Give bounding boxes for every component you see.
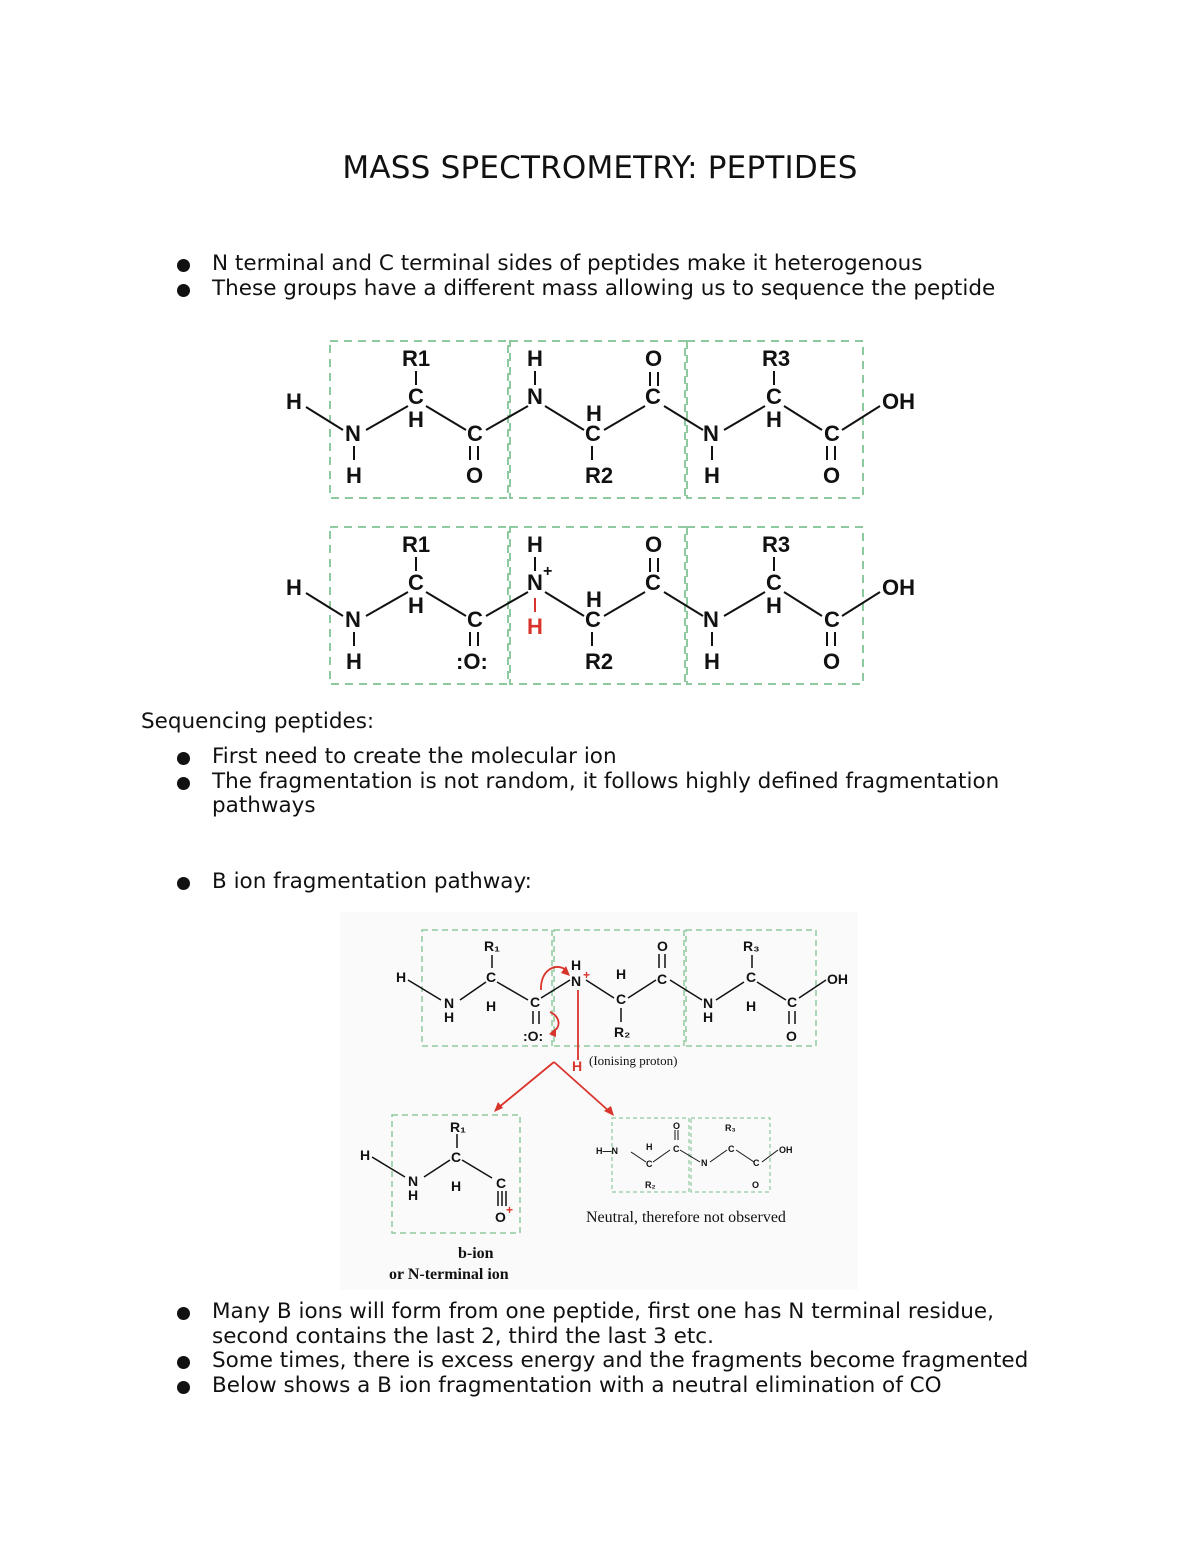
sequencing-bullet-list — [175, 745, 1075, 819]
atom-c: C — [467, 421, 483, 446]
page-title: MASS SPECTROMETRY: PEPTIDES — [342, 150, 858, 186]
list-item: First need to create the molecular ion — [175, 745, 1075, 770]
atom-h: H — [586, 401, 602, 426]
atom-h: H — [704, 463, 720, 488]
atom-h: H — [766, 407, 782, 432]
atom-c: C — [824, 607, 840, 632]
b-ion-bullet-list — [175, 870, 1075, 895]
list-item: B ion fragmentation pathway: — [175, 870, 1075, 895]
oh-label: OH — [882, 575, 915, 600]
atom-c: C — [486, 969, 497, 985]
atom-c: C — [753, 1158, 760, 1168]
atom-n: N — [571, 973, 582, 989]
list-item: Many B ions will form from one peptide, first one has N terminal residue, second contains the last 2, third the last 3 etc. — [175, 1300, 1075, 1349]
r3-label: R3 — [762, 346, 791, 371]
atom-h: H — [451, 1178, 462, 1194]
atom-c: C — [646, 1159, 653, 1169]
r3-label: R₃ — [725, 1123, 736, 1133]
atom-n: N — [703, 421, 719, 446]
atom-h: H — [704, 649, 720, 674]
hn-label: H—N — [596, 1146, 618, 1156]
atom-c: C — [616, 991, 627, 1007]
r2-label: R2 — [585, 649, 614, 674]
atom-h: H — [527, 346, 543, 371]
ionising-proton-h: H — [527, 614, 543, 639]
r1-label: R1 — [402, 346, 431, 371]
atom-n: N — [527, 384, 543, 409]
oh-label: OH — [827, 971, 848, 987]
atom-h: H — [746, 998, 757, 1014]
charge-plus: + — [543, 563, 553, 580]
atom-c: C — [585, 421, 601, 446]
atom-c: C — [530, 994, 541, 1010]
r2-label: R2 — [585, 463, 614, 488]
peptide-structure-neutral — [286, 341, 915, 498]
b-ion-label: b-ion — [458, 1245, 494, 1262]
atom-o: O — [823, 649, 841, 674]
atom-c: C — [451, 1149, 462, 1165]
neutral-label: Neutral, therefore not observed — [586, 1209, 786, 1226]
atom-o: O — [786, 1028, 797, 1044]
atom-c: C — [824, 421, 840, 446]
atom-c: C — [657, 971, 668, 987]
atom-h: H — [408, 593, 424, 618]
atom-h: H — [646, 1142, 653, 1152]
atom-h: H — [396, 969, 407, 985]
atom-c: C — [766, 384, 782, 409]
r2-label: R₂ — [614, 1024, 631, 1040]
atom-h: H — [444, 1009, 455, 1025]
r1-label: R₁ — [484, 938, 500, 954]
r2-label: R₂ — [645, 1180, 656, 1190]
atom-h: H — [703, 1009, 714, 1025]
atom-h: H — [571, 957, 582, 973]
atom-o: O — [752, 1180, 760, 1190]
r1-label: R1 — [402, 532, 431, 557]
atom-o: O — [823, 463, 841, 488]
oh-label: OH — [779, 1145, 793, 1155]
n-terminal-ion-label: or N-terminal ion — [389, 1266, 509, 1283]
atom-o: O — [466, 463, 484, 488]
atom-c: C — [408, 570, 424, 595]
atom-c: C — [645, 570, 661, 595]
list-item: Below shows a B ion fragmentation with a neutral elimination of CO — [175, 1374, 1075, 1399]
closing-bullet-list — [175, 1300, 1075, 1398]
atom-c: C — [408, 384, 424, 409]
atom-h: H — [486, 998, 497, 1014]
r3-label: R₃ — [743, 938, 760, 954]
r3-label: R3 — [762, 532, 791, 557]
atom-c: C — [746, 969, 757, 985]
carbonyl-lone-pair: :O: — [523, 1028, 544, 1044]
atom-h: H — [346, 463, 362, 488]
atom-h: H — [408, 407, 424, 432]
list-item: N terminal and C terminal sides of peptides make it heterogenous — [175, 252, 1075, 277]
atom-n: N — [345, 607, 361, 632]
atom-o: O — [495, 1209, 506, 1225]
atom-o: O — [645, 532, 663, 557]
atom-h: H — [286, 389, 302, 414]
peptide-structure-protonated — [286, 527, 915, 684]
list-item: Some times, there is excess energy and the fragments become fragmented — [175, 1349, 1075, 1374]
atom-c: C — [585, 607, 601, 632]
atom-c: C — [728, 1144, 735, 1154]
atom-c: C — [467, 607, 483, 632]
atom-h: H — [360, 1147, 371, 1163]
sequencing-heading: Sequencing peptides: — [141, 709, 375, 734]
charge-plus: + — [506, 1203, 514, 1217]
atom-n: N — [703, 607, 719, 632]
oh-label: OH — [882, 389, 915, 414]
atom-o: O — [645, 346, 663, 371]
atom-n: N — [527, 570, 543, 595]
atom-h: H — [766, 593, 782, 618]
atom-h: H — [616, 966, 627, 982]
atom-o: O — [673, 1121, 681, 1131]
ionising-proton-h: H — [572, 1058, 583, 1074]
carbonyl-lone-pair: :O: — [456, 649, 488, 674]
atom-h: H — [408, 1187, 419, 1203]
atom-n: N — [703, 995, 714, 1011]
list-item: These groups have a different mass allowing us to sequence the peptide — [175, 277, 1075, 302]
list-item: The fragmentation is not random, it follows highly defined fragmentation pathways — [175, 770, 1075, 819]
atom-c: C — [766, 570, 782, 595]
charge-plus: + — [583, 968, 591, 982]
atom-o: O — [657, 938, 668, 954]
atom-n: N — [345, 421, 361, 446]
atom-h: H — [527, 532, 543, 557]
atom-h: H — [586, 587, 602, 612]
atom-h: H — [286, 575, 302, 600]
r1-label: R₁ — [450, 1119, 466, 1135]
ionising-proton-label: (Ionising proton) — [589, 1053, 678, 1068]
atom-h: H — [346, 649, 362, 674]
b-ion-pathway-figure — [340, 912, 858, 1290]
atom-n: N — [408, 1173, 419, 1189]
atom-c: C — [673, 1144, 680, 1154]
atom-c: C — [496, 1175, 507, 1191]
atom-c: C — [645, 384, 661, 409]
atom-n: N — [444, 995, 455, 1011]
atom-c: C — [787, 994, 798, 1010]
atom-n: N — [701, 1158, 708, 1168]
